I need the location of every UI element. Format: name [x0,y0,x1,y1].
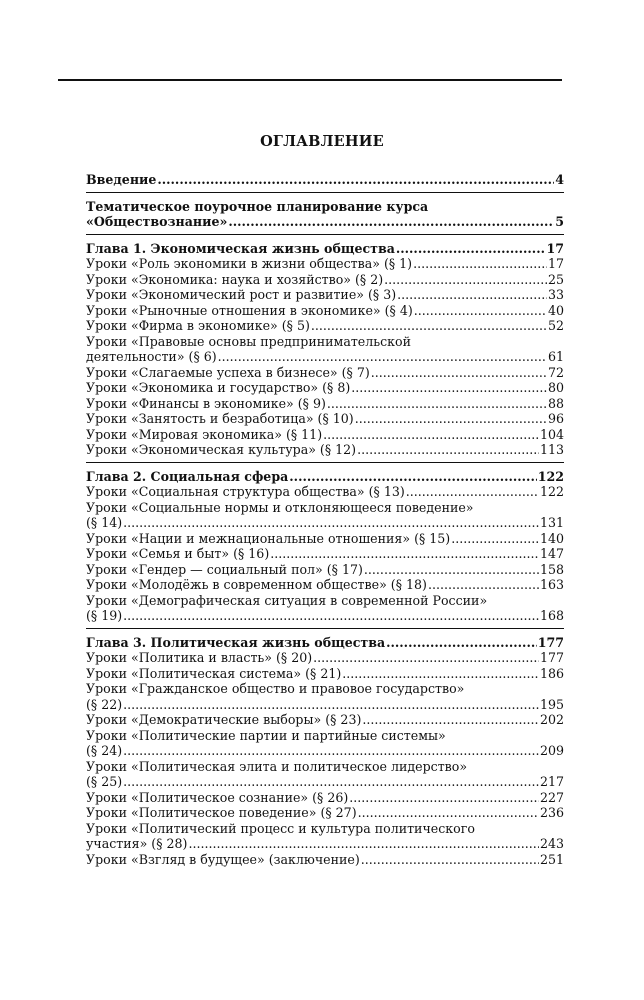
page-number: 168 [539,608,564,623]
toc-entry [86,790,564,806]
dot-leader [123,774,539,790]
toc-entry [86,500,564,531]
toc-entry-text: Уроки «Гражданское общество и правовое государство» [86,681,465,696]
toc-entry-line [86,256,564,272]
toc-entry-line [86,287,564,303]
toc-entry-text: Уроки «Слагаемые успеха в бизнесе» (§ 7) [86,364,370,380]
toc-entry [86,287,564,303]
page-number: 122 [537,468,564,484]
page-number: 122 [539,484,564,499]
toc-entry-text: (§ 22) [86,696,123,712]
toc-entry-text: Уроки «Молодёжь в современном обществе» (§ 18) [86,577,427,592]
dot-leader [188,836,538,852]
toc-entry-text: Уроки «Политическое поведение» (§ 27) [86,805,357,820]
toc-heading [86,635,564,651]
dot-leader [157,172,554,188]
dot-leader [311,318,547,334]
toc-entry-line [86,608,564,624]
dot-leader [342,666,539,682]
section-divider [86,628,564,629]
page-number: 140 [539,530,564,546]
dot-leader [327,396,547,412]
page-number: 227 [539,789,564,805]
toc-entry-line [86,214,564,230]
dot-leader [406,484,539,500]
page-number: 80 [547,380,564,395]
page-number: 113 [539,442,564,457]
page-number: 5 [555,214,564,229]
page-number: 52 [547,318,564,333]
toc-entry-text: Введение [86,172,157,187]
toc-entry-line [86,427,564,443]
toc-entry [86,712,564,728]
dot-leader [361,852,539,868]
toc-entry-line [86,790,564,806]
toc-entry-text: Уроки «Финансы в экономике» (§ 9) [86,395,326,411]
page-number: 17 [547,256,564,271]
page-number: 202 [539,712,564,727]
page-title: ОГЛАВЛЕНИЕ [260,133,384,150]
dot-leader [123,697,539,713]
dot-leader [270,546,539,562]
dot-leader [123,515,539,531]
toc-entry-text: Уроки «Экономика: наука и хозяйство» (§ 2) [86,271,384,287]
toc-entry-text: Глава 1. Экономическая жизнь общества [86,240,395,256]
toc-heading [86,172,564,188]
dot-leader [362,712,539,728]
toc-entry-text: (§ 19) [86,608,123,623]
toc-entry-line [86,852,564,868]
page-number: 217 [539,774,564,789]
toc-entry [86,427,564,443]
toc-entry-text: Уроки «Роль экономики в жизни общества» (§ 1) [86,256,413,271]
page-number: 88 [547,395,564,411]
toc-entry-text: Уроки «Социальные нормы и отклоняющееся поведение» [86,499,474,515]
page-number: 251 [539,851,564,867]
dot-leader [355,411,547,427]
page-number: 177 [537,634,564,650]
page-number: 236 [539,805,564,820]
toc-entry-text: Уроки «Гендер — социальный пол» (§ 17) [86,561,363,577]
toc-entry-text: Уроки «Политический процесс и культура политического [86,820,475,836]
toc-entry [86,681,564,712]
toc-entry-line [86,697,564,713]
toc-entry-text: Уроки «Политическое сознание» (§ 26) [86,789,349,805]
page-number: 147 [539,546,564,561]
toc-entry-text: Уроки «Политическая система» (§ 21) [86,665,342,681]
toc-entry-text: Уроки «Политическая элита и политическое лидерство» [86,758,468,774]
page-number: 25 [547,271,564,287]
toc-entry-line [86,272,564,288]
toc-entry [86,821,564,852]
toc-entry-text: Уроки «Экономика и государство» (§ 8) [86,380,351,395]
toc-entry [86,272,564,288]
toc-entry-text: деятельности» (§ 6) [86,349,217,364]
toc-entry-text: Уроки «Рыночные отношения в экономике» (§ 4) [86,302,413,318]
dot-leader [218,349,547,365]
toc-entry-text: (§ 25) [86,774,123,789]
toc-entry-text: Уроки «Демографическая ситуация в современной России» [86,592,488,608]
toc-entry-line [86,349,564,365]
toc-entry [86,759,564,790]
toc-entry [86,484,564,500]
toc-entry [86,442,564,458]
toc-entry-line [86,836,564,852]
page-number: 177 [539,650,564,665]
page-number: 195 [539,696,564,712]
toc-entry-text: Уроки «Экономическая культура» (§ 12) [86,442,357,457]
page-number: 4 [555,172,564,187]
toc-entry [86,380,564,396]
dot-leader [384,272,547,288]
toc-entry [86,546,564,562]
dot-leader [289,469,536,485]
toc-entry-line [86,562,564,578]
toc-entry [86,577,564,593]
toc-entry-line [86,396,564,412]
toc-entry-line [86,484,564,500]
toc-entry-line [86,365,564,381]
page-number: 186 [539,665,564,681]
toc-entry-line [86,172,564,188]
dot-leader [358,805,539,821]
dot-leader [413,256,547,272]
toc-entry-line [86,743,564,759]
toc-entry [86,562,564,578]
toc-entry-text: Уроки «Мировая экономика» (§ 11) [86,426,323,442]
toc-entry-text: Уроки «Нации и межнациональные отношения» (§ 15) [86,530,451,546]
toc-entry [86,396,564,412]
dot-leader [396,241,546,257]
page-number: 104 [539,426,564,442]
toc-entry-line [86,469,564,485]
toc-entry-line [86,515,564,531]
toc-entry [86,593,564,624]
toc-entry [86,303,564,319]
dot-leader [386,635,537,651]
dot-leader [351,380,547,396]
toc-entry [86,318,564,334]
toc-entry-text: Уроки «Фирма в экономике» (§ 5) [86,318,310,333]
page-number: 209 [539,743,564,758]
table-of-contents [86,172,564,867]
toc-entry-line [86,546,564,562]
page-number: 158 [539,561,564,577]
toc-entry-line [86,318,564,334]
toc-entry-text: Уроки «Семья и быт» (§ 16) [86,546,270,561]
dot-leader [371,365,547,381]
toc-entry-line [86,241,564,257]
toc-entry-line [86,666,564,682]
toc-entry-text: Уроки «Правовые основы предпринимательской [86,333,412,349]
page-number: 40 [547,302,564,318]
toc-entry-line [86,577,564,593]
dot-leader [123,743,539,759]
toc-entry-text: Уроки «Занятость и безработица» (§ 10) [86,411,354,426]
toc-entry-text: (§ 24) [86,743,123,758]
toc-entry [86,411,564,427]
page-number: 96 [547,411,564,426]
toc-entry [86,650,564,666]
toc-entry-text: Глава 2. Социальная сфера [86,468,289,484]
page-number: 72 [547,364,564,380]
page-number: 243 [539,836,564,851]
dot-leader [397,287,547,303]
dot-leader [313,650,539,666]
toc-entry-text: участия» (§ 28) [86,836,188,851]
dot-leader [228,214,554,230]
toc-entry-line [86,635,564,651]
toc-entry [86,256,564,272]
toc-entry-line [86,774,564,790]
toc-entry [86,666,564,682]
dot-leader [428,577,539,593]
toc-entry-text: Уроки «Политические партии и партийные системы» [86,727,446,743]
toc-heading [86,469,564,485]
dot-leader [364,562,539,578]
toc-entry-line [86,380,564,396]
toc-entry-text: Уроки «Демократические выборы» (§ 23) [86,712,362,727]
page-number: 131 [539,515,564,530]
toc-entry-text: (§ 14) [86,515,123,530]
dot-leader [357,442,539,458]
toc-entry-line [86,650,564,666]
toc-entry-line [86,411,564,427]
toc-entry [86,531,564,547]
page-number: 17 [546,240,564,256]
toc-entry-text: Глава 3. Политическая жизнь общества [86,634,386,650]
dot-leader [451,531,539,547]
toc-entry-text: Уроки «Политика и власть» (§ 20) [86,650,313,665]
toc-entry [86,805,564,821]
page-number: 163 [539,577,564,592]
dot-leader [323,427,539,443]
dot-leader [349,790,539,806]
toc-heading [86,199,564,230]
toc-entry-text: Уроки «Социальная структура общества» (§ 13) [86,484,405,499]
toc-heading [86,241,564,257]
toc-entry-line [86,531,564,547]
toc-entry-line [86,805,564,821]
header-rule [58,79,562,81]
toc-entry-line [86,303,564,319]
section-divider [86,192,564,193]
page-number: 33 [547,287,564,302]
toc-entry-text: Уроки «Взгляд в будущее» (заключение) [86,851,360,867]
toc-entry [86,334,564,365]
toc-entry-text: Уроки «Экономический рост и развитие» (§ 3) [86,287,397,302]
toc-entry [86,728,564,759]
dot-leader [123,608,539,624]
page-number: 61 [547,349,564,364]
section-divider [86,462,564,463]
toc-entry [86,852,564,868]
toc-entry-text: Тематическое поурочное планирование курса [86,198,429,214]
toc-entry-line [86,442,564,458]
toc-entry [86,365,564,381]
dot-leader [414,303,547,319]
section-divider [86,234,564,235]
toc-entry-text: «Обществознание» [86,214,228,229]
toc-entry-line [86,712,564,728]
